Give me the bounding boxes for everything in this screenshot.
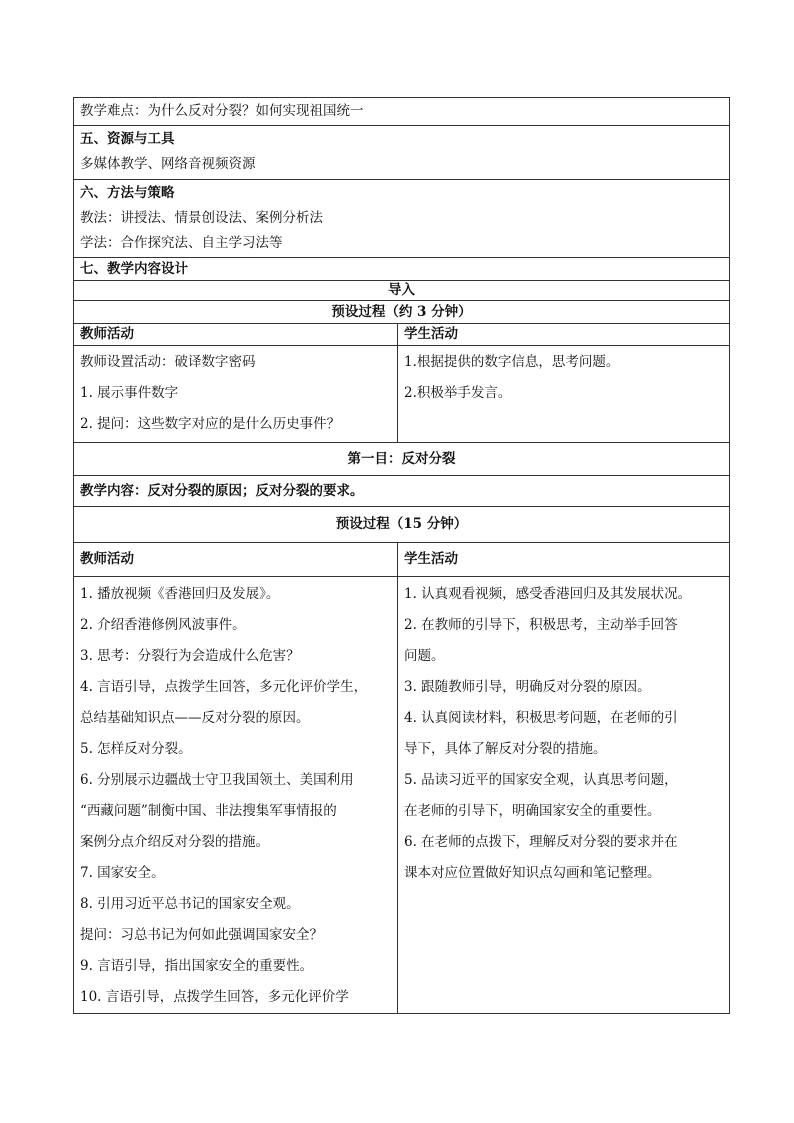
section1-teacher-line: 总结基础知识点——反对分裂的原因。 xyxy=(80,710,310,726)
intro-student-line: 1.根据提供的数字信息，思考问题。 xyxy=(404,354,620,370)
section1-student-line: 1. 认真观看视频，感受香港回归及其发展状况。 xyxy=(404,586,692,602)
section1-teacher-line: 1. 播放视频《香港回归及发展》。 xyxy=(80,586,280,602)
section1-student-line: 4. 认真阅读材料，积极思考问题，在老师的引 xyxy=(404,710,678,726)
intro-teacher-line: 教师设置活动：破译数字密码 xyxy=(80,354,256,370)
section1-student-line: 问题。 xyxy=(404,648,445,664)
section1-student-line: 3. 跟随教师引导，明确反对分裂的原因。 xyxy=(404,679,651,695)
section1-title: 第一目：反对分裂 xyxy=(74,443,730,476)
teaching-difficulty: 教学难点：为什么反对分裂？如何实现祖国统一 xyxy=(80,103,364,119)
section1-teacher-line: 7. 国家安全。 xyxy=(80,865,165,881)
section1-student-line: 导下，具体了解反对分裂的措施。 xyxy=(404,741,607,757)
design-heading: 七、教学内容设计 xyxy=(74,258,730,281)
section1-process: 预设过程（15 分钟） xyxy=(74,507,730,543)
section1-content: 教学内容：反对分裂的原因；反对分裂的要求。 xyxy=(74,476,730,507)
section1-teacher-line: 4. 言语引导，点拨学生回答，多元化评价学生， xyxy=(80,679,368,695)
section1-student-line: 在老师的引导下，明确国家安全的重要性。 xyxy=(404,803,661,819)
lesson-plan-document xyxy=(73,97,729,1014)
intro-title: 导入 xyxy=(74,281,730,301)
section1-teacher-line: 2. 介绍香港修例风波事件。 xyxy=(80,617,246,633)
section1-teacher-line: “西藏问题”制衡中国、非法搜集军事情报的 xyxy=(80,803,337,819)
section1-student-line: 2. 在教师的引导下，积极思考，主动举手回答 xyxy=(404,617,678,633)
resources-cell xyxy=(74,126,730,180)
section1-teacher-line: 8. 引用习近平总书记的国家安全观。 xyxy=(80,896,300,912)
resources-text: 多媒体教学、网络音视频资源 xyxy=(80,156,256,172)
intro-teacher-line: 1. 展示事件数字 xyxy=(80,385,179,401)
teaching-method: 教法：讲授法、情景创设法、案例分析法 xyxy=(80,210,323,226)
intro-process: 预设过程（约 3 分钟） xyxy=(74,301,730,324)
section1-teacher-line: 9. 言语引导，指出国家安全的重要性。 xyxy=(80,958,314,974)
section1-teacher-line: 3. 思考：分裂行为会造成什么危害？ xyxy=(80,648,300,664)
intro-student-line: 2.积极举手发言。 xyxy=(404,385,512,401)
section1-student-header: 学生活动 xyxy=(398,543,730,577)
methods-cell xyxy=(74,180,730,258)
lesson-plan-table xyxy=(73,97,730,1014)
section1-teacher-line: 案例分点介绍反对分裂的措施。 xyxy=(80,834,269,850)
section1-teacher-line: 10. 言语引导，点拨学生回答，多元化评价学 xyxy=(80,989,349,1005)
section1-teacher-cell xyxy=(74,577,398,1014)
methods-heading: 六、方法与策略 xyxy=(80,185,175,201)
section1-student-line: 6. 在老师的点拨下，理解反对分裂的要求并在 xyxy=(404,834,678,850)
intro-student-header: 学生活动 xyxy=(398,324,730,346)
intro-student-cell xyxy=(398,346,730,443)
section1-student-cell xyxy=(398,577,730,1014)
section1-teacher-line: 5. 怎样反对分裂。 xyxy=(80,741,192,757)
section1-student-line: 5. 品读习近平的国家安全观，认真思考问题， xyxy=(404,772,678,788)
section1-teacher-line: 6. 分别展示边疆战士守卫我国领土、美国利用 xyxy=(80,772,354,788)
intro-teacher-cell xyxy=(74,346,398,443)
resources-heading: 五、资源与工具 xyxy=(80,131,175,147)
intro-teacher-line: 2. 提问：这些数字对应的是什么历史事件？ xyxy=(80,416,341,432)
intro-teacher-header: 教师活动 xyxy=(74,324,398,346)
difficulty-row xyxy=(74,98,730,126)
section1-teacher-line: 提问：习总书记为何如此强调国家安全？ xyxy=(80,927,323,943)
section1-student-line: 课本对应位置做好知识点勾画和笔记整理。 xyxy=(404,865,661,881)
learning-method: 学法：合作探究法、自主学习法等 xyxy=(80,235,283,251)
section1-teacher-header: 教师活动 xyxy=(74,543,398,577)
